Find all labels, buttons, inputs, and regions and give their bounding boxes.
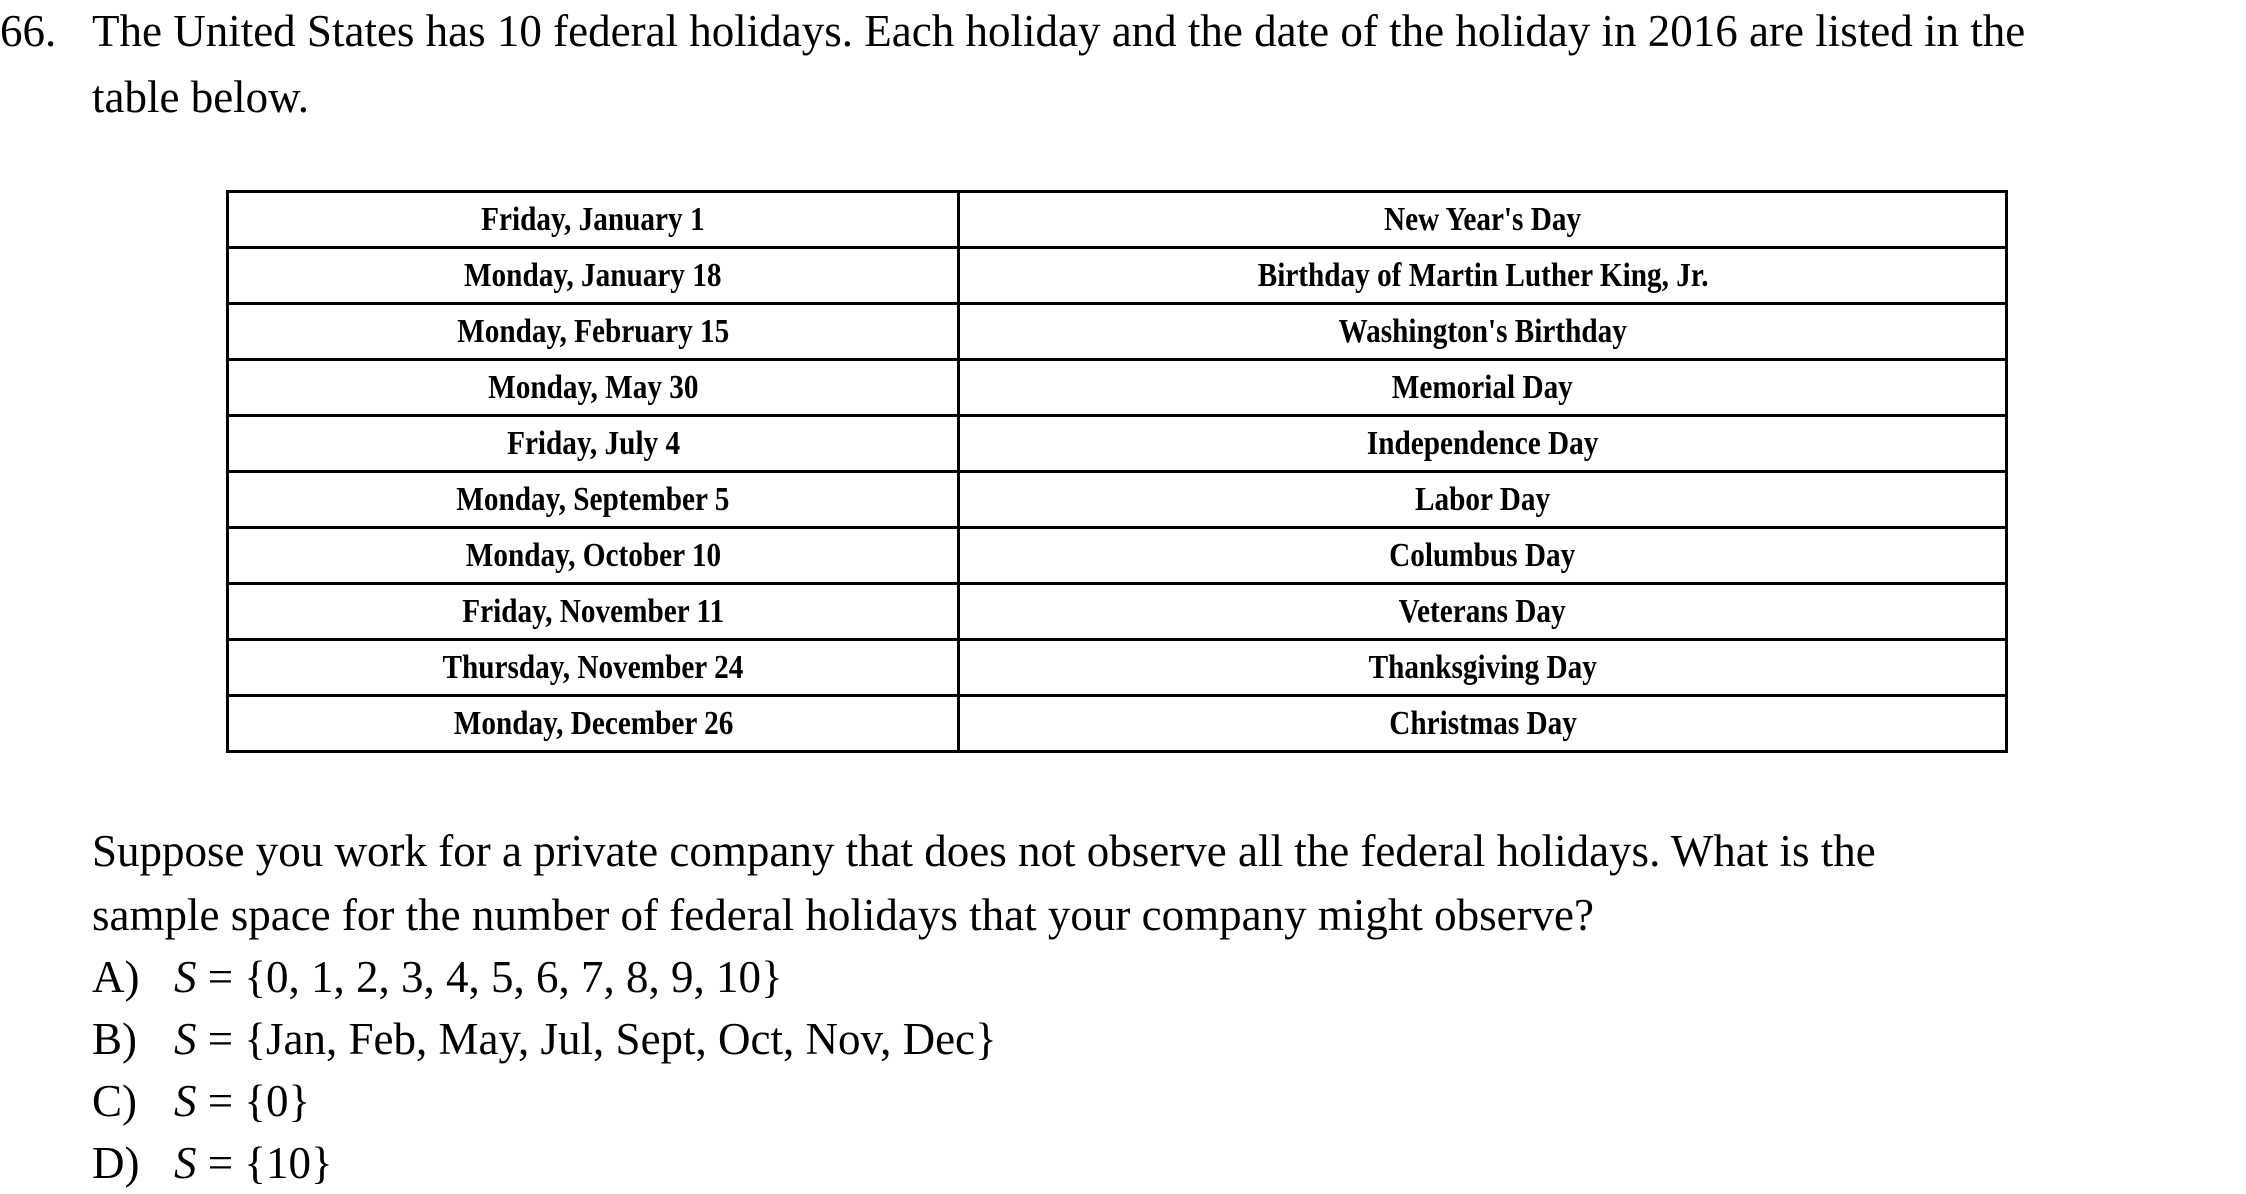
holiday-cell (959, 472, 2007, 528)
option-text: = {0} (196, 1076, 311, 1126)
holiday-cell (959, 192, 2007, 248)
date-text: Friday, January 1 (481, 200, 705, 238)
date-cell (228, 472, 959, 528)
option-letter: C) (92, 1076, 137, 1126)
date-cell (228, 192, 959, 248)
holiday-text: Birthday of Martin Luther King, Jr. (1257, 256, 1709, 294)
date-cell (228, 416, 959, 472)
table-row (228, 472, 2007, 528)
set-variable: S (174, 1076, 197, 1126)
table-row (228, 248, 2007, 304)
option-d[interactable] (92, 1132, 333, 1194)
date-cell (228, 584, 959, 640)
question-intro-line-2: table below. (92, 72, 310, 122)
question-number: 66. (0, 6, 57, 56)
table-row (228, 528, 2007, 584)
option-b[interactable] (92, 1008, 997, 1070)
date-cell (228, 360, 959, 416)
prompt-line-1: Suppose you work for a private company that does not observe all the federal holidays. What is the (92, 826, 1876, 876)
holiday-text: New Year's Day (1384, 200, 1582, 238)
holiday-text: Labor Day (1415, 480, 1551, 518)
table-row (228, 416, 2007, 472)
date-cell (228, 248, 959, 304)
option-text: = {0, 1, 2, 3, 4, 5, 6, 7, 8, 9, 10} (196, 952, 783, 1002)
table-row (228, 192, 2007, 248)
date-text: Friday, November 11 (462, 592, 725, 630)
table-row (228, 696, 2007, 752)
holiday-text: Christmas Day (1388, 704, 1577, 742)
holiday-table (226, 190, 2008, 753)
holiday-text: Memorial Day (1392, 368, 1574, 406)
set-variable: S (174, 952, 197, 1002)
date-text: Friday, July 4 (506, 424, 680, 462)
holiday-cell (959, 528, 2007, 584)
table-row (228, 640, 2007, 696)
set-variable: S (174, 1138, 197, 1188)
holiday-text: Independence Day (1366, 424, 1599, 462)
option-c[interactable] (92, 1070, 310, 1132)
date-text: Monday, January 18 (464, 256, 722, 294)
holiday-cell (959, 584, 2007, 640)
holiday-cell (959, 304, 2007, 360)
date-text: Monday, September 5 (456, 480, 730, 518)
table-row (228, 360, 2007, 416)
date-cell (228, 640, 959, 696)
date-text: Thursday, November 24 (442, 648, 744, 686)
holiday-text: Washington's Birthday (1338, 312, 1627, 350)
option-letter: D) (92, 1138, 140, 1188)
date-text: Monday, October 10 (465, 536, 721, 574)
holiday-cell (959, 248, 2007, 304)
holiday-text: Columbus Day (1389, 536, 1576, 574)
table-row (228, 584, 2007, 640)
holiday-cell (959, 640, 2007, 696)
holiday-cell (959, 696, 2007, 752)
option-letter: A) (92, 952, 140, 1002)
date-text: Monday, February 15 (457, 312, 730, 350)
holiday-cell (959, 416, 2007, 472)
question-intro-line-1: The United States has 10 federal holidays. Each holiday and the date of the holiday in 2016 are listed in the (92, 6, 2026, 56)
prompt-line-2: sample space for the number of federal holidays that your company might observe? (92, 890, 1595, 940)
table-row (228, 304, 2007, 360)
option-text: = {Jan, Feb, May, Jul, Sept, Oct, Nov, Dec} (196, 1014, 997, 1064)
option-text: = {10} (196, 1138, 333, 1188)
date-cell (228, 528, 959, 584)
option-letter: B) (92, 1014, 137, 1064)
date-text: Monday, May 30 (487, 368, 699, 406)
option-a[interactable] (92, 946, 783, 1008)
date-text: Monday, December 26 (453, 704, 733, 742)
holiday-text: Thanksgiving Day (1368, 648, 1597, 686)
date-cell (228, 696, 959, 752)
holiday-text: Veterans Day (1399, 592, 1567, 630)
date-cell (228, 304, 959, 360)
holiday-cell (959, 360, 2007, 416)
set-variable: S (174, 1014, 197, 1064)
